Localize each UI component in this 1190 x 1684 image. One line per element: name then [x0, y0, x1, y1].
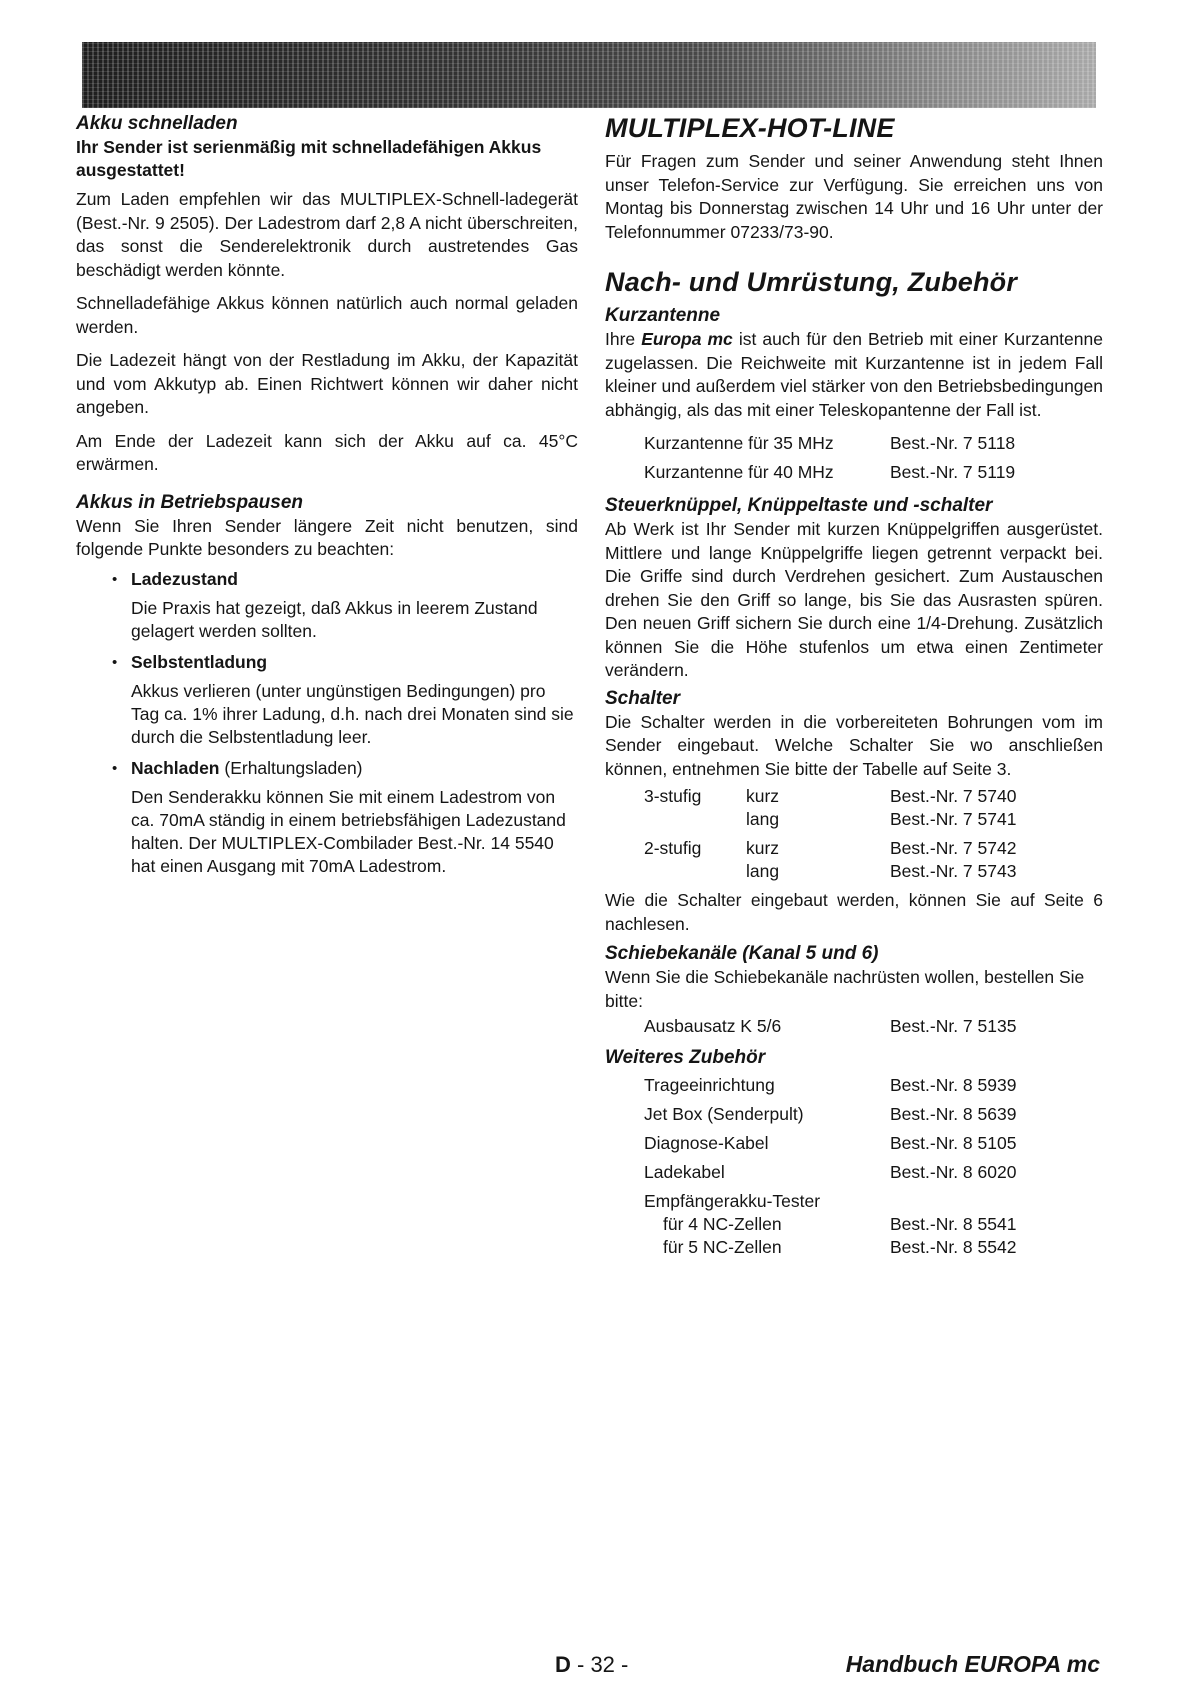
- item-name: Diagnose-Kabel: [644, 1133, 769, 1153]
- list-item: [112, 651, 578, 749]
- schalter-heading: Schalter: [605, 687, 680, 709]
- item-name: Trageeinrichtung: [644, 1075, 775, 1095]
- list-item: [644, 1103, 1103, 1126]
- product-name: Europa mc: [641, 329, 733, 349]
- manual-title: Handbuch EUROPA mc: [845, 1651, 1100, 1677]
- item-name: für 4 NC-Zellen: [663, 1214, 782, 1234]
- list-item: [663, 1213, 1103, 1236]
- page-number-text: - 32 -: [570, 1652, 629, 1677]
- table-row: [644, 837, 1103, 860]
- bold-intro: Ihr Sender ist serienmäßig mit schnelladefähigen Akkus ausgestattet!: [76, 137, 542, 180]
- list-item: [644, 1074, 1103, 1097]
- list-item: [644, 1161, 1103, 1184]
- bullet-title: Selbstentladung: [131, 651, 268, 672]
- item-number: Best.-Nr. 8 5541: [890, 1214, 1017, 1234]
- item-name: für 5 NC-Zellen: [663, 1237, 782, 1257]
- item-name: Ladekabel: [644, 1162, 725, 1182]
- bullet-body: Die Praxis hat gezeigt, daß Akkus in leerem Zustand gelagert werden sollten.: [131, 597, 538, 641]
- page-number: [555, 1652, 628, 1678]
- header-banner: [82, 42, 1096, 108]
- item-name: Kurzantenne für 40 MHz: [644, 462, 834, 482]
- table-row: [644, 785, 1103, 808]
- cell: kurz: [746, 786, 780, 806]
- paragraph: Ab Werk ist Ihr Sender mit kurzen Knüppelgriffen ausgerüstet. Mittlere und lange Knüppelgriffe liegen getrennt verpackt bei. Die Griffe sind durch Verdrehen gesichert. Zum Austauschen drehen Sie den Griff so lange, bis Sie das Ausrasten spüren. Den neuen Griff sichern Sie durch eine 1/4-Drehung. Zusätzlich können Sie die Höhe stufenlos um etwa einen Zentimeter verändern.: [605, 519, 1103, 680]
- right-column: [605, 112, 1103, 1259]
- list-item: [644, 1132, 1103, 1155]
- nachruestung-heading: Nach- und Umrüstung, Zubehör: [605, 267, 1018, 297]
- left-column: [76, 112, 578, 886]
- item-name: Jet Box (Senderpult): [644, 1104, 804, 1124]
- page-prefix: D: [555, 1652, 571, 1677]
- text: Ihre: [605, 329, 642, 349]
- list-item: [644, 432, 1103, 455]
- bullet-body: Akkus verlieren (unter ungünstigen Bedingungen) pro Tag ca. 1% ihrer Ladung, d.h. nach drei Monaten sind sie durch die Selbstentladung leer.: [131, 680, 574, 747]
- table-row: [644, 808, 1103, 831]
- list-item: [112, 568, 578, 643]
- cell: kurz: [746, 838, 780, 858]
- hotline-heading: MULTIPLEX-HOT-LINE: [605, 113, 895, 143]
- paragraph: Für Fragen zum Sender und seiner Anwendung steht Ihnen unser Telefon-Service zur Verfügung. Sie erreichen uns von Montag bis Donnerstag zwischen 14 Uhr und 16 Uhr unter der Telefonnummer 07233/73-90.: [605, 151, 1103, 242]
- paragraph: Am Ende der Ladezeit kann sich der Akku auf ca. 45°C erwärmen.: [76, 430, 578, 474]
- paragraph: Die Ladezeit hängt von der Restladung im Akku, der Kapazität und vom Akkutyp ab. Einen Richtwert können wir daher nicht angeben.: [76, 350, 578, 417]
- bullet-title: Nachladen: [131, 757, 220, 778]
- cell: Best.-Nr. 7 5740: [890, 786, 1017, 806]
- paragraph: Zum Laden empfehlen wir das MULTIPLEX-Schnell-ladegerät (Best.-Nr. 9 2505). Der Ladestrom darf 2,8 A nicht überschreiten, das sonst die Senderelektronik durch austretendes Gas beschädigt werden könnte.: [76, 189, 578, 280]
- bullet-body: Den Senderakku können Sie mit einem Ladestrom von ca. 70mA ständig in einem betriebsfähigen Ladezustand halten. Der MULTIPLEX-Combilader Best.-Nr. 14 5540 hat einen Ausgang mit 70mA Ladestrom.: [131, 786, 566, 876]
- section-heading-akku-schnelladen: Akku schnelladen: [76, 113, 238, 134]
- paragraph: Wie die Schalter eingebaut werden, können Sie auf Seite 6 nachlesen.: [605, 890, 1103, 934]
- cell: [644, 808, 746, 831]
- bullet-title: Ladezustand: [131, 568, 238, 589]
- bullet-list: [112, 568, 578, 878]
- item-number: Best.-Nr. 8 5939: [890, 1075, 1017, 1095]
- list-item: [663, 1236, 1103, 1259]
- item-number: Best.-Nr. 7 5119: [890, 462, 1016, 482]
- cell: 3-stufig: [644, 786, 702, 806]
- table-row: [644, 860, 1103, 883]
- bullet-suffix: (Erhaltungsladen): [219, 757, 363, 778]
- list-item: [644, 1190, 1103, 1213]
- cell: lang: [746, 861, 780, 881]
- item-number: Best.-Nr. 8 5639: [890, 1104, 1017, 1124]
- item-name: Empfängerakku-Tester: [644, 1191, 821, 1211]
- kurzantenne-heading: Kurzantenne: [605, 305, 721, 326]
- paragraph: Wenn Sie Ihren Sender längere Zeit nicht benutzen, sind folgende Punkte besonders zu beachten:: [76, 515, 578, 559]
- cell: Best.-Nr. 7 5743: [890, 861, 1017, 881]
- item-number: Best.-Nr. 8 5105: [890, 1133, 1017, 1153]
- item-number: Best.-Nr. 8 5542: [890, 1237, 1017, 1257]
- cell: Best.-Nr. 7 5742: [890, 838, 1017, 858]
- cell: [644, 860, 746, 883]
- schiebe-heading: Schiebekanäle (Kanal 5 und 6): [605, 943, 879, 964]
- cell: Best.-Nr. 7 5741: [890, 809, 1017, 829]
- paragraph: Die Schalter werden in die vorbereiteten Bohrungen vom im Sender eingebaut. Welche Schalter Sie wo anschließen können, entnehmen Sie bitte der Tabelle auf Seite 3.: [605, 711, 1103, 779]
- item-number: Best.-Nr. 8 6020: [890, 1162, 1017, 1182]
- cell: lang: [746, 809, 780, 829]
- weiteres-heading: Weiteres Zubehör: [605, 1047, 766, 1068]
- list-item: [644, 1015, 1103, 1038]
- paragraph: Schnelladefähige Akkus können natürlich auch normal geladen werden.: [76, 293, 578, 337]
- item-name: Kurzantenne für 35 MHz: [644, 433, 834, 453]
- text: ist auch für den Betrieb mit einer Kurzantenne zugelassen. Die Reichweite mit Kurzantenne ist in jedem Fall kleiner und außerdem viel stärker von den Betriebsbedingungen abhängig, als das mit einer Teleskopantenne der Fall ist.: [605, 329, 1103, 420]
- item-number: Best.-Nr. 7 5118: [890, 433, 1016, 453]
- item-name: Ausbausatz K 5/6: [644, 1016, 782, 1036]
- cell: 2-stufig: [644, 838, 702, 858]
- steuer-heading: Steuerknüppel, Knüppeltaste und -schalter: [605, 495, 993, 516]
- list-item: [112, 757, 578, 878]
- paragraph: Wenn Sie die Schiebekanäle nachrüsten wollen, bestellen Sie bitte:: [605, 967, 1085, 1011]
- item-number: Best.-Nr. 7 5135: [890, 1016, 1017, 1036]
- paragraph: [605, 328, 1103, 422]
- list-item: [644, 461, 1103, 484]
- section-heading-akkus-pausen: Akkus in Betriebspausen: [76, 491, 304, 513]
